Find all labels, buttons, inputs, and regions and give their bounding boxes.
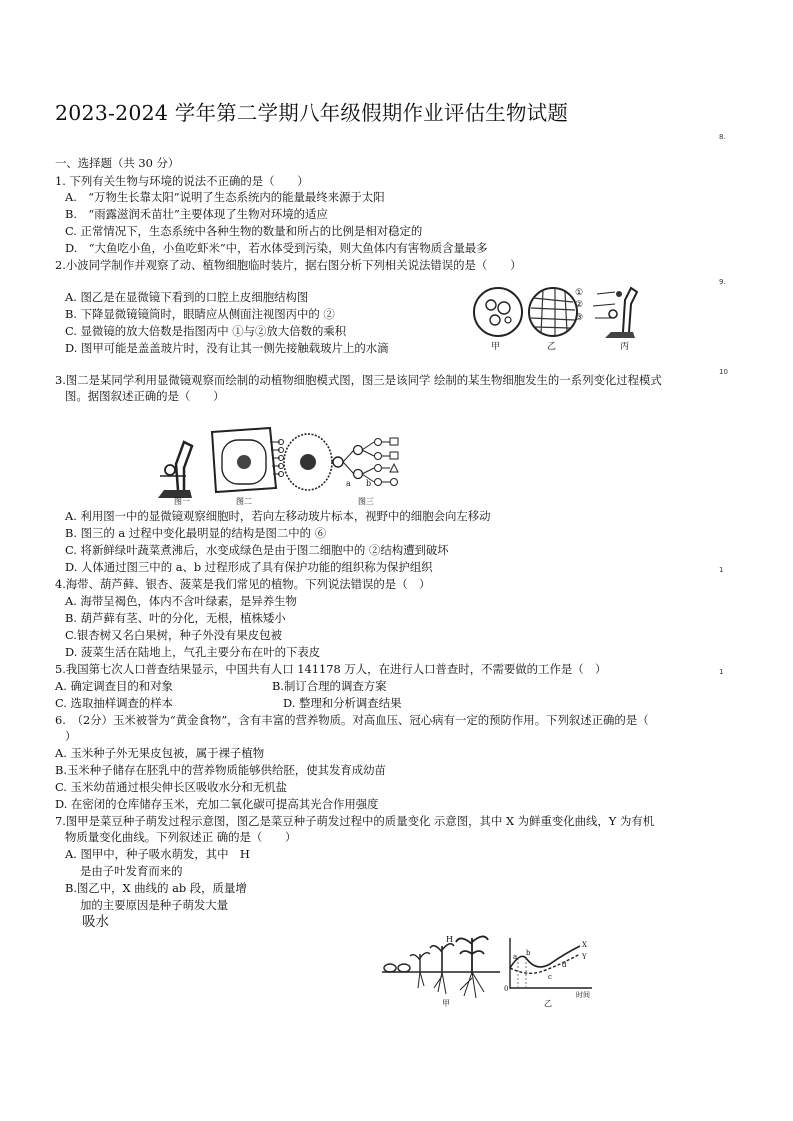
q7-label-yi: 乙: [544, 999, 552, 1008]
q6-option-d: D. 在密闭的仓库储存玉米，充加二氧化碳可提高其光合作用强度: [55, 797, 379, 811]
margin-number: 1: [719, 566, 724, 574]
q7-label-b: b: [526, 949, 531, 957]
q2-option-a: A. 图乙是在显微镜下看到的口腔上皮细胞结构图: [65, 290, 309, 304]
q4-stem: 4.海带、葫芦藓、银杏、菠菜是我们常见的植物。下列说法错误的是（ ）: [55, 577, 431, 591]
q7-stem-line1: 7.图甲是菜豆种子萌发过程示意图，图乙是菜豆种子萌发过程中的质量变化 示意图，其中 X 为鲜重变化曲线，Y 为有机: [55, 814, 655, 828]
q7-label-h: H: [446, 935, 453, 944]
q4-option-a: A. 海带呈褐色，体内不含叶绿素，是异养生物: [65, 594, 297, 608]
q7-option-a-line2: 是由子叶发育而来的: [80, 864, 183, 878]
q2-figure: [465, 270, 650, 352]
q7-label-origin: 0: [504, 985, 509, 993]
q1-option-c: C. 正常情况下，生态系统中各种生物的数量和所占的比例是相对稳定的: [65, 224, 423, 238]
q2-label-bing: 丙: [620, 342, 630, 352]
q7-label-time: 时间: [576, 991, 590, 999]
q5-option-c: C. 选取抽样调查的样本: [55, 696, 174, 710]
q3-figure: [150, 420, 410, 508]
q6-option-c: C. 玉米幼苗通过根尖伸长区吸收水分和无机盐: [55, 780, 287, 794]
q7-figure: [380, 932, 595, 1012]
q5-option-b: B.制订合理的调查方案: [272, 679, 387, 693]
q3-label-fig1: 图一: [174, 497, 190, 506]
q4-option-d: D. 菠菜生活在陆地上，气孔主要分布在叶的下表皮: [65, 645, 321, 659]
q2-label-2: ②: [575, 300, 584, 310]
q3-option-d: D. 人体通过图三中的 a、b 过程形成了具有保护功能的组织称为保护组织: [65, 560, 433, 574]
q5-option-a: A. 确定调查目的和对象: [55, 679, 173, 693]
page-title: 2023-2024 学年第二学期八年级假期作业评估生物试题: [55, 101, 569, 125]
q2-label-yi: 乙: [547, 342, 557, 352]
q3-option-c: C. 将新鲜绿叶蔬菜煮沸后，水变成绿色是由于图二细胞中的 ②结构遭到破坏: [65, 543, 449, 557]
q2-stem: 2.小波同学制作并观察了动、植物细胞临时装片，据右图分析下列相关说法错误的是（ ）: [55, 258, 522, 272]
section-heading: 一、选择题（共 30 分）: [55, 156, 180, 170]
q3-label-a: a: [346, 479, 351, 488]
q3-label-fig2: 图二: [236, 497, 252, 506]
margin-number: 10: [719, 368, 728, 376]
q6-option-b: B.玉米种子储存在胚乳中的营养物质能够供给胚，使其发育成幼苗: [55, 763, 386, 777]
q3-stem-line1: 3.图二是某同学利用显微镜观察而绘制的动植物细胞模式图，图三是该同学 绘制的某生物细胞发生的一系列变化过程模式: [55, 373, 662, 387]
q4-option-c: C.银杏树又名白果树，种子外没有果皮包被: [65, 628, 282, 642]
q7-option-a-line1: A. 图甲中，种子吸水萌发，其中 H: [65, 847, 250, 861]
q3-stem-line2: 图。据图叙述正确的是（ ）: [65, 389, 225, 403]
q1-stem: 1. 下列有关生物与环境的说法不正确的是（ ）: [55, 174, 309, 188]
q2-label-jia: 甲: [491, 342, 501, 352]
q1-option-a: A. “万物生长靠太阳”说明了生态系统内的能量最终来源于太阳: [65, 190, 385, 204]
margin-number: 1: [719, 668, 724, 676]
q1-option-d: D. “大鱼吃小鱼，小鱼吃虾米”中，若水体受到污染，则大鱼体内有害物质含量最多: [65, 241, 488, 255]
q7-label-c: c: [548, 973, 552, 981]
q7-stem-line2: 物质量变化曲线。下列叙述正 确的是（ ）: [65, 830, 297, 844]
q7-option-b-line3: 吸水: [82, 914, 109, 930]
q5-option-d: D. 整理和分析调查结果: [283, 696, 402, 710]
q7-label-x: X: [582, 941, 587, 949]
q6-stem-line1: 6. （2分）玉米被誉为“黄金食物”，含有丰富的营养物质。对高血压、冠心病有一定的预防作用。下列叙述正确的是（: [55, 713, 649, 727]
q3-label-fig3: 图三: [358, 497, 374, 506]
q2-option-c: C. 显微镜的放大倍数是指图丙中 ①与②放大倍数的乘积: [65, 324, 347, 338]
q7-option-b-line1: B.图乙中，X 曲线的 ab 段，质量增: [65, 881, 247, 895]
q7-label-y: Y: [582, 953, 587, 961]
q2-option-d: D. 图甲可能是盖盖玻片时，没有让其一侧先接触载玻片上的水滴: [65, 341, 389, 355]
q3-label-b: b: [366, 479, 372, 488]
q7-label-a: a: [513, 953, 518, 961]
q7-option-b-line2: 加的主要原因是种子萌发大量: [80, 898, 229, 912]
q5-stem: 5.我国第七次人口普查结果显示，中国共有人口 141178 万人，在进行人口普查时，不需要做的工作是（ ）: [55, 662, 607, 676]
q7-label-jia: 甲: [442, 999, 450, 1008]
q4-option-b: B. 葫芦藓有茎、叶的分化，无根，植株矮小: [65, 611, 286, 625]
q2-label-1: ①: [575, 288, 584, 298]
margin-number: 9.: [719, 278, 726, 286]
q3-option-b: B. 图三的 a 过程中变化最明显的结构是图二中的 ⑥: [65, 526, 327, 540]
margin-number: 8.: [719, 133, 726, 141]
q2-option-b: B. 下降显微镜镜筒时，眼睛应从侧面注视图丙中的 ②: [65, 307, 335, 321]
q7-label-d: d: [562, 961, 567, 969]
q2-label-3: ③: [575, 313, 584, 323]
q6-option-a: A. 玉米种子外无果皮包被，属于裸子植物: [55, 746, 265, 760]
q1-option-b: B. “雨露滋润禾苗壮”主要体现了生物对环境的适应: [65, 207, 328, 221]
q3-option-a: A. 利用图一中的显微镜观察细胞时，若向左移动玻片标本，视野中的细胞会向左移动: [65, 509, 491, 523]
q6-stem-line2: ）: [65, 729, 77, 743]
